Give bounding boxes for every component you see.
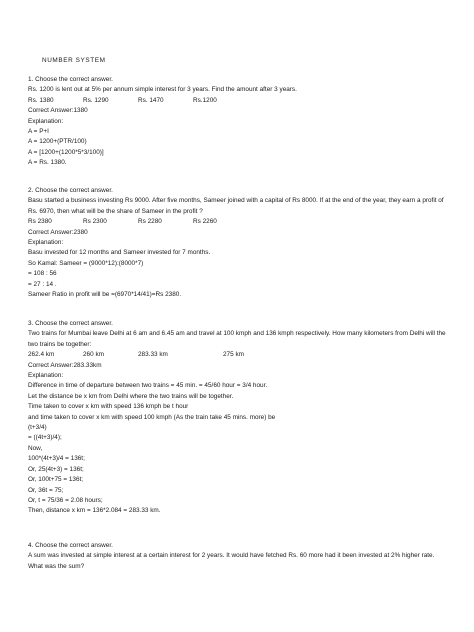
explanation-line: and time taken to cover x km with speed 100 kmph (As the train take 45 mins. more) be bbox=[28, 413, 276, 421]
explanation-line: So Kamal: Sameer = (9000*12):(8000*7) bbox=[28, 259, 144, 267]
explanation-label: Explanation: bbox=[28, 239, 64, 247]
answer-options bbox=[28, 217, 448, 227]
correct-answer: Correct Answer:2380 bbox=[28, 228, 88, 236]
explanation-line: = 108 : 56 bbox=[28, 270, 57, 278]
explanation-line: A = 1200+(PTR/100) bbox=[28, 138, 87, 146]
explanation-line: Difference in time of departure between two trains = 45 min. = 45/60 hour = 3/4 hour. bbox=[28, 382, 268, 390]
option-d: Rs.1200 bbox=[193, 96, 217, 104]
option-c: Rs 2280 bbox=[138, 218, 162, 226]
explanation-line: 100*(4t+3)/4 = 136t; bbox=[28, 455, 85, 463]
option-b: Rs 2300 bbox=[83, 218, 107, 226]
explanation-line: Now, bbox=[28, 444, 43, 452]
question-3 bbox=[28, 319, 448, 517]
explanation-line: (t+3/4) bbox=[28, 424, 47, 432]
option-c: 283.33 km bbox=[138, 351, 168, 359]
explanation-line: Or, 100t+75 = 136t; bbox=[28, 476, 84, 484]
question-1 bbox=[28, 75, 448, 169]
explanation-label: Explanation: bbox=[28, 372, 64, 380]
answer-options bbox=[28, 350, 448, 360]
explanation-line: Basu invested for 12 months and Sameer invested for 7 months. bbox=[28, 249, 211, 257]
question-text: Basu started a business investing Rs 9000. After five months, Sameer joined with a capital of Rs 8000. If at the end of the year, they earn a profit of Rs. 6970, then what will be the share of Sameer in the profit ? bbox=[28, 197, 444, 215]
explanation-line: Let the distance be x km from Delhi where the two trains will be together. bbox=[28, 392, 234, 400]
question-4 bbox=[28, 541, 448, 572]
explanation-line: A = [1200+(1200*5*3/100)] bbox=[28, 148, 104, 156]
answer-options bbox=[28, 96, 448, 106]
option-a: Rs. 1380 bbox=[28, 96, 54, 104]
correct-answer: Correct Answer:283.33km bbox=[28, 361, 102, 369]
question-heading: 2. Choose the correct answer. bbox=[28, 187, 113, 194]
question-2 bbox=[28, 186, 448, 300]
explanation-line: = ((4t+3)/4); bbox=[28, 434, 62, 442]
question-heading: 4. Choose the correct answer. bbox=[28, 542, 113, 549]
explanation-line: Or, 25(4t+3) = 136t; bbox=[28, 465, 84, 473]
option-b: Rs. 1290 bbox=[83, 96, 109, 104]
option-b: 260 km bbox=[83, 351, 104, 359]
question-text: Rs. 1200 is lent out at 5% per annum simple interest for 3 years. Find the amount after 3 years. bbox=[28, 86, 297, 94]
question-heading: 1. Choose the correct answer. bbox=[28, 76, 113, 83]
option-c: Rs. 1470 bbox=[138, 96, 164, 104]
question-heading: 3. Choose the correct answer. bbox=[28, 320, 113, 327]
document-title: NUMBER SYSTEM bbox=[42, 57, 106, 64]
explanation-line: Then, distance x km = 136*2.084 = 283.33 km. bbox=[28, 507, 161, 515]
explanation-line: A = P+I bbox=[28, 128, 49, 136]
option-d: Rs 2260 bbox=[193, 218, 217, 226]
correct-answer: Correct Answer:1380 bbox=[28, 107, 88, 115]
option-d: 275 km bbox=[223, 351, 244, 359]
explanation-line: Sameer Ratio in profit will be =(6970*14/41)=Rs 2380. bbox=[28, 291, 182, 299]
question-text: Two trains for Mumbai leave Delhi at 6 am and 6.45 am and travel at 100 kmph and 136 kmph respectively. How many kilometers from Delhi will the two trains be together: bbox=[28, 330, 446, 348]
question-text: A sum was invested at simple interest at a certain interest for 2 years. It would have fetched Rs. 60 more had it been invested at 2% higher rate. What was the sum? bbox=[28, 552, 435, 570]
explanation-line: Or, 36t = 75; bbox=[28, 486, 64, 494]
explanation-line: Time taken to cover x km with speed 136 kmph be t hour bbox=[28, 403, 189, 411]
explanation-line: Or, t = 75/36 = 2.08 hours; bbox=[28, 496, 103, 504]
explanation-label: Explanation: bbox=[28, 117, 64, 125]
option-a: 262.4 km bbox=[28, 351, 55, 359]
explanation-line: A = Rs. 1380. bbox=[28, 159, 67, 167]
explanation-line: = 27 : 14 . bbox=[28, 280, 57, 288]
option-a: Rs 2380 bbox=[28, 218, 52, 226]
